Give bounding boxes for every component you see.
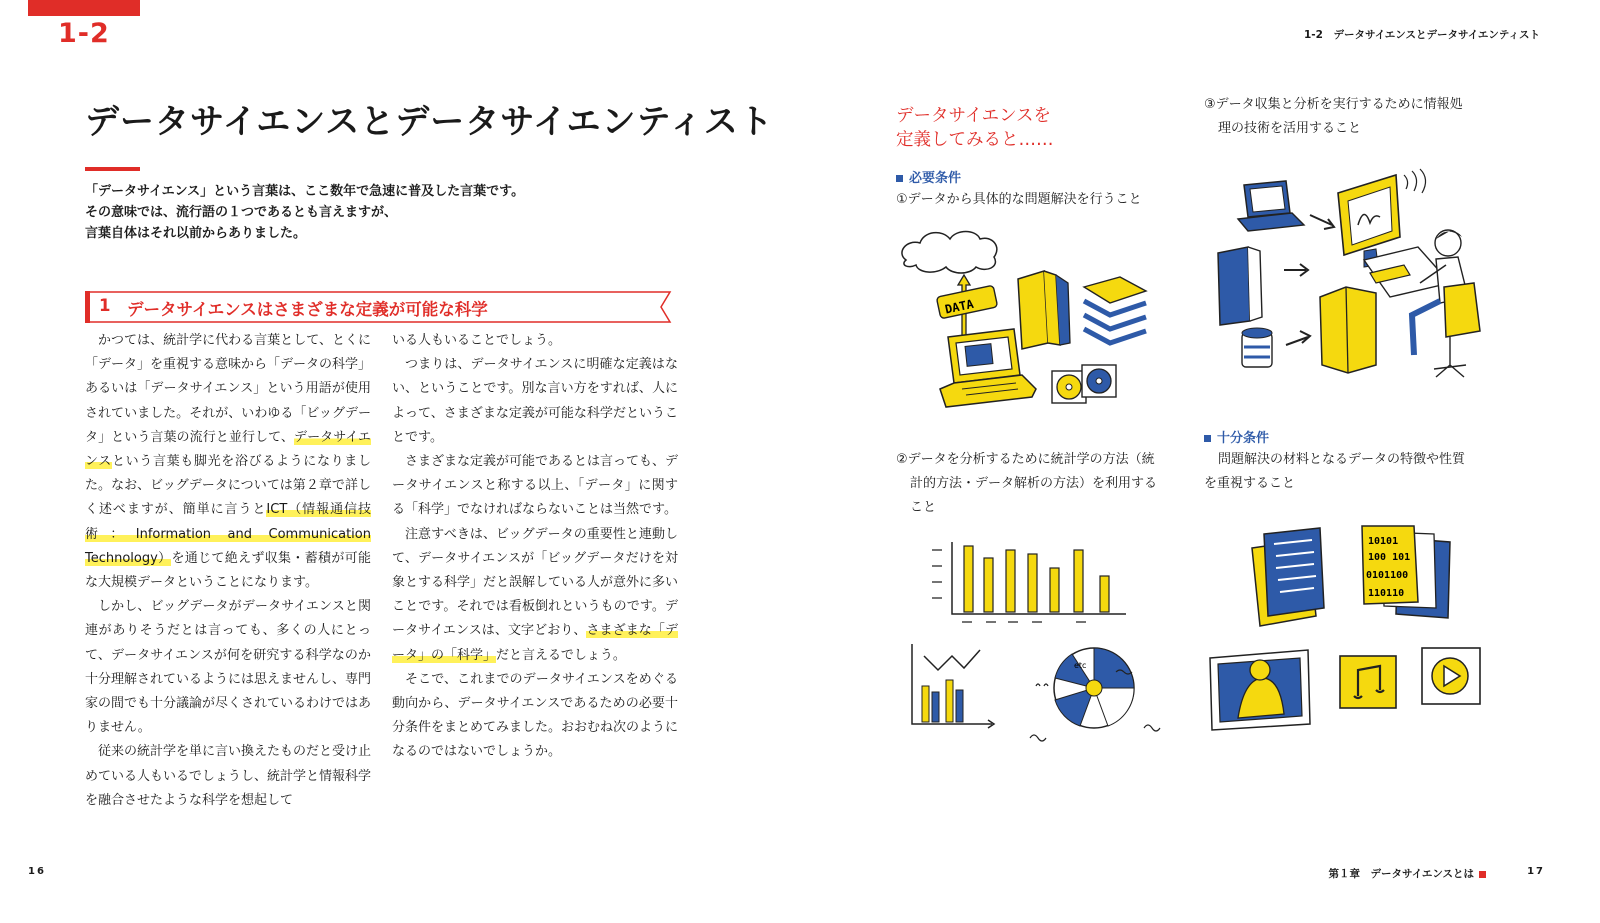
heading-text: 必要条件 <box>909 171 962 186</box>
text-line: ②データを分析するために統計学の方法（統 <box>896 452 1155 467</box>
body-paragraph: そこで、これまでのデータサイエンスをめぐる動向から、データサイエンスであるための必要十分条件をまとめてみました。おおむね次のようになるのではないでしょうか。 <box>392 671 679 760</box>
body-paragraph: 従来の統計学を単に言い換えたものだと受け止めている人もいるでしょうし、統計学と情報科学を融合させたような科学を想起して <box>85 744 372 808</box>
section-tab <box>28 0 140 16</box>
definition-intro <box>896 104 1054 152</box>
highlighted-term: ICT（情報通信技術：Information and Communication Technology） <box>85 502 371 566</box>
red-square-icon <box>1479 871 1486 878</box>
pie-label: etc <box>1074 661 1087 670</box>
intro-line: データサイエンスを <box>896 106 1052 126</box>
data-types-illustration <box>1204 520 1489 735</box>
lead-paragraph <box>85 181 685 244</box>
information-technology-illustration <box>1214 165 1499 385</box>
text-line: ③データ収集と分析を実行するために情報処 <box>1204 97 1463 112</box>
condition-1: ①データから具体的な問題解決を行うこと <box>896 192 1142 207</box>
body-text: という言葉も脚光を浴びるようになりました。なお、ビッグデータについては第２章で詳しく述べますが、簡単に言うと <box>85 454 371 518</box>
text-line: 理の技術を活用すること <box>1218 121 1362 136</box>
problem-solving-illustration <box>896 225 1166 420</box>
running-head: 1-2 データサイエンスとデータサイエンティスト <box>1303 29 1540 41</box>
page-title: データサイエンスとデータサイエンティスト <box>85 102 774 142</box>
binary-line: 100 101 <box>1368 552 1411 563</box>
chapter-footer <box>1328 866 1486 881</box>
body-paragraph: しかし、ビッグデータがデータサイエンスと関連がありそうだとは言っても、多くの人にとって、データサイエンスが何を研究する科学なのか十分理解されているようには思えませんし、専門家の間でも十分議論が尽くされているわけではありません。 <box>85 599 372 736</box>
body-column-2 <box>392 329 678 765</box>
lead-line: 「データサイエンス」という言葉は、ここ数年で急速に普及した言葉です。 <box>85 184 525 199</box>
text-line: 計的方法・データ解析の方法）を利用する <box>910 476 1158 491</box>
data-label: DATA <box>943 296 975 317</box>
body-column-1 <box>85 329 371 813</box>
text-line: こと <box>910 500 937 515</box>
necessary-heading <box>896 167 961 186</box>
body-text: だと言えるでしょう。 <box>496 647 626 663</box>
statistics-illustration <box>912 540 1172 740</box>
page-number-left: 16 <box>28 866 46 877</box>
highlighted-term: データサイエンス <box>85 429 371 470</box>
lead-line: その意味では、流行語の１つであるとも言えますが、 <box>85 205 398 220</box>
title-underline <box>85 167 140 171</box>
body-text: かつては、統計学に代わる言葉として、とくに「データ」を重視する意味から「データの科学」あるいは「データサイエンス」という用語が使用されていました。それが、いわゆる「ビッグデータ」という言葉の流行と並行して、 <box>85 333 372 445</box>
heading-text: 十分条件 <box>1217 431 1270 446</box>
sufficient-text <box>1204 448 1465 496</box>
intro-line: 定義してみると…… <box>896 130 1054 150</box>
footer-text: 第１章 データサイエンスとは <box>1328 868 1474 880</box>
page-number-right: 17 <box>1527 866 1545 877</box>
body-paragraph <box>85 329 371 595</box>
body-paragraph: さまざまな定義が可能であるとは言っても、データサイエンスと称する以上、「データ」に関する「科学」でなければならないことは当然です。 <box>392 454 679 518</box>
highlighted-term: さまざまな「データ」の「科学」 <box>392 623 678 663</box>
body-paragraph <box>392 523 678 668</box>
binary-line: 0101100 <box>1366 570 1409 581</box>
condition-2 <box>896 448 1157 520</box>
condition-3 <box>1204 93 1463 141</box>
text-line: を重視すること <box>1204 476 1296 491</box>
body-paragraph: いる人もいることでしょう。 <box>392 333 562 348</box>
lead-line: 言葉自体はそれ以前からありました。 <box>85 226 307 241</box>
square-bullet-icon <box>1204 435 1211 442</box>
binary-line: 110110 <box>1368 588 1405 599</box>
subheading-number: 1 <box>99 296 111 315</box>
subheading-text: データサイエンスはさまざまな定義が可能な科学 <box>127 300 488 319</box>
text-line: 問題解決の材料となるデータの特徴や性質 <box>1218 452 1466 467</box>
body-paragraph: つまりは、データサイエンスに明確な定義はない、ということです。別な言い方をすれば、人によって、さまざまな定義が可能な科学だということです。 <box>392 357 678 445</box>
section-number: 1-2 <box>58 18 110 49</box>
binary-line: 10101 <box>1368 536 1399 547</box>
body-text: 注意すべきは、ビッグデータの重要性と連動して、データサイエンスが「ビッグデータだけを対象とする科学」だと誤解している人が意外に多いことです。それでは看板倒れというものです。データサイエンスは、文字どおり、 <box>392 526 679 639</box>
body-text: を通じて絶えず収集・蓄積が可能な大規模データということになります。 <box>85 550 371 591</box>
square-bullet-icon <box>896 175 903 182</box>
sufficient-heading <box>1204 427 1269 446</box>
